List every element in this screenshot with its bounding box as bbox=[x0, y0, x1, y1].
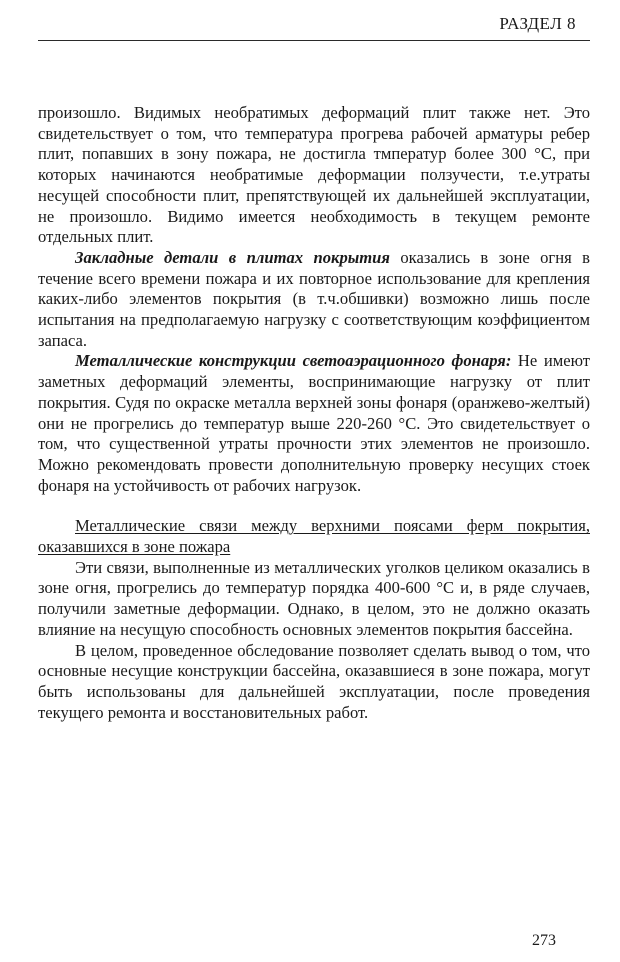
paragraph-lead-embedded-parts: Закладные детали в плитах покрытия bbox=[75, 247, 390, 267]
paragraph-text-embedded-parts: оказались в зоне огня в течение всего времени пожара и их повторное использование для крепления каких-либо элементов покрытия (в т.ч.обшивки) возможно лишь после испытания на предполагаемую нагрузку с соответствующим коэффициентом запаса. bbox=[38, 247, 590, 350]
paragraph-continuation: произошло. Видимых необратимых деформаций плит также нет. Это свидетельствует о том, что температура прогрева рабочей арматуры ребер плит, попавших в зону пожара, не достигла тмператур более 300 °С, при которых начинаются необратимые деформации ползучести, т.е.утраты несущей способности плит, препятствующей их дальнейшей эксплуатации, не произошло. Видимо имеется необходимость в текущем ремонте отдельных плит. bbox=[38, 103, 590, 247]
paragraph-lantern-structures bbox=[38, 351, 590, 496]
paragraph-conclusion: В целом, проведенное обследование позволяет сделать вывод о том, что основные несущие конструкции бассейна, оказавшиеся в зоне пожара, могут быть использованы для дальнейшей эксплуатации, после проведения текущего ремонта и восстановительных работ. bbox=[38, 640, 590, 722]
page-body bbox=[38, 103, 590, 723]
section-subheading: Металлические связи между верхними поясами ферм покрытия, оказавшихся в зоне пожара bbox=[38, 516, 590, 557]
section-label: РАЗДЕЛ 8 bbox=[499, 14, 576, 33]
paragraph-lead-lantern-structures: Металлические конструкции светоаэрационного фонаря: bbox=[75, 351, 512, 371]
running-header bbox=[38, 14, 590, 41]
page-number: 273 bbox=[532, 932, 556, 949]
paragraph-text-lantern-structures: Не имеют заметных деформаций элементы, воспринимающие нагрузку от плит покрытия. Судя по окраске металла верхней зоны фонаря (оранжево-желтый) они не прогрелись до температур выше 220-260 °С. Это свидетельствует о том, что существенной утраты прочности этих элементов не произошло. Можно рекомендовать провести дополнительную проверку несущих стоек фонаря на устойчивость от рабочих нагрузок. bbox=[38, 351, 590, 495]
paragraph-metal-bracing: Эти связи, выполненные из металлических уголков целиком оказались в зоне огня, прогрелись до температур порядка 400-600 °С и, в ряде случаев, получили заметные деформации. Однако, в целом, это не должно оказать влияние на несущую способность основных элементов покрытия бассейна. bbox=[38, 557, 590, 639]
paragraph-embedded-parts bbox=[38, 248, 590, 352]
